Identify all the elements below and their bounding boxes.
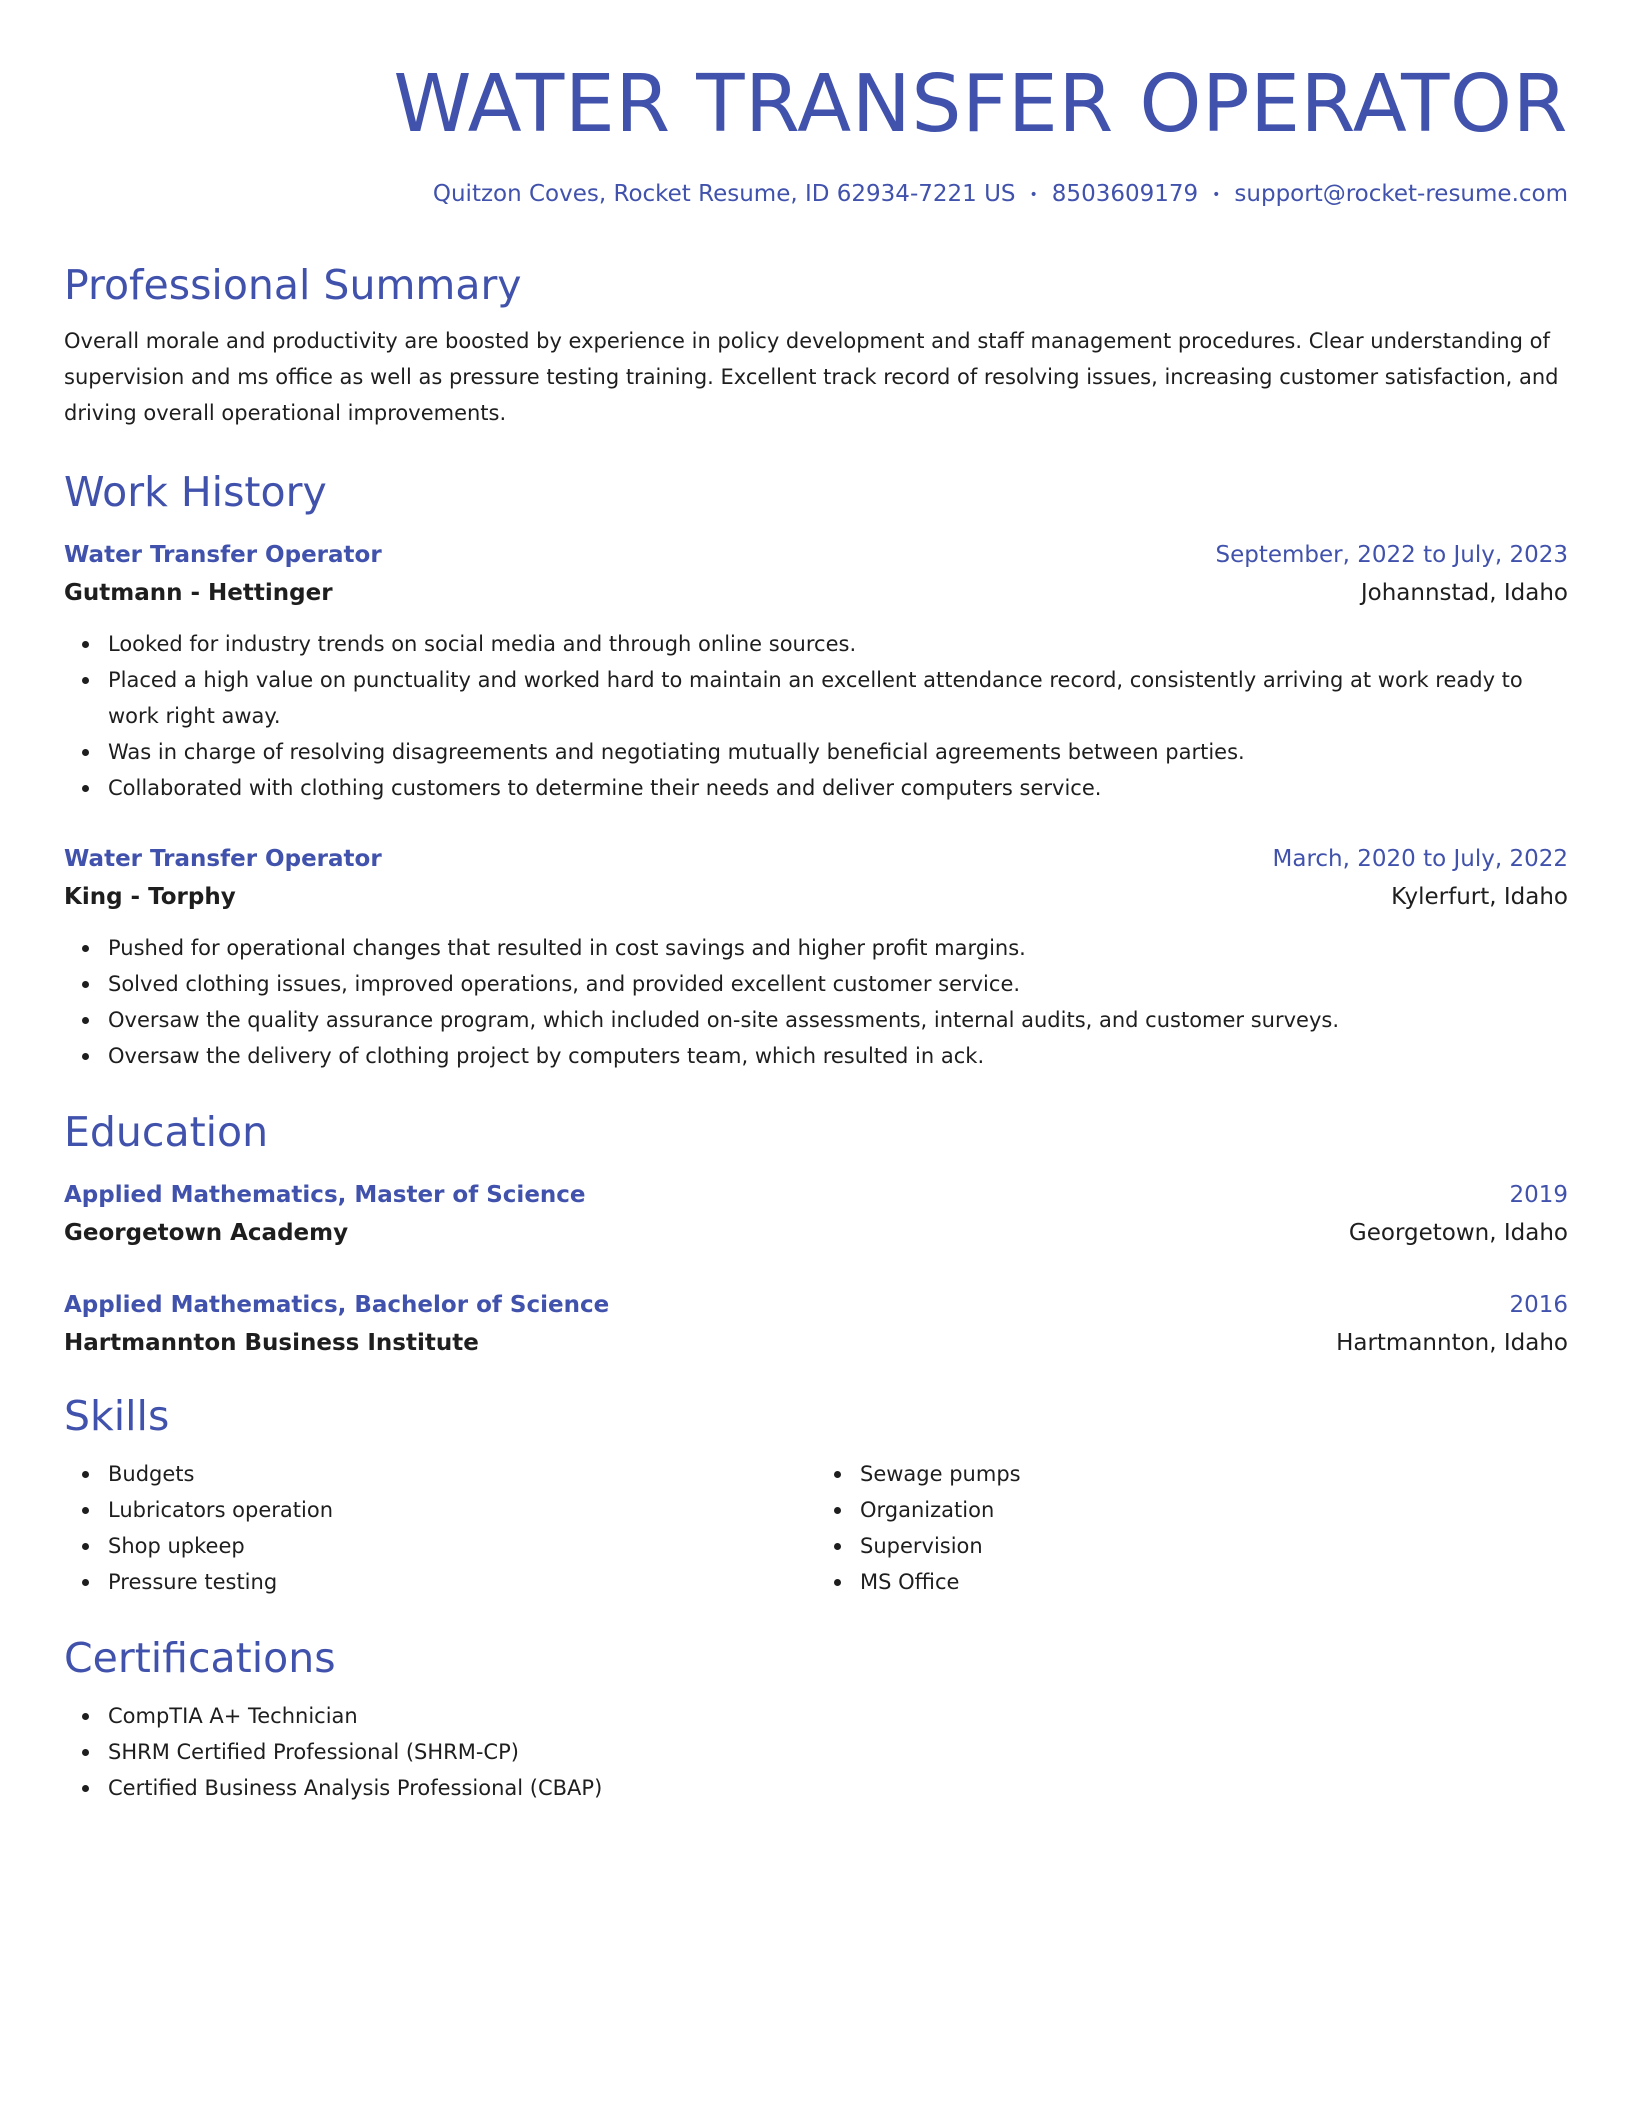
work-history-heading: Work History bbox=[64, 468, 327, 516]
candidate-name: WATER TRANSFER OPERATOR bbox=[393, 58, 1568, 150]
job-bullets bbox=[64, 626, 1568, 806]
skill-item: Shop upkeep bbox=[108, 1528, 816, 1564]
job-location: Kylerfurt, Idaho bbox=[1391, 884, 1568, 910]
skill-item: MS Office bbox=[860, 1564, 1568, 1600]
skill-item: Lubricators operation bbox=[108, 1492, 816, 1528]
summary-text: Overall morale and productivity are boosted by experience in policy development and staff management procedures. Clear understanding of supervision and ms office as well as pressure testing training. Excellent track record of resolving issues, increasing customer satisfaction, and driving overall operational improvements. bbox=[64, 329, 1559, 425]
job-location: Johannstad, Idaho bbox=[1360, 580, 1568, 606]
job-bullets bbox=[64, 930, 1568, 1074]
certification-item: Certified Business Analysis Professional (CBAP) bbox=[108, 1770, 1568, 1806]
job-bullet: Placed a high value on punctuality and worked hard to maintain an excellent attendance record, consistently arriving at work ready to work right away. bbox=[108, 662, 1568, 734]
contact-email[interactable]: support@rocket-resume.com bbox=[1234, 181, 1568, 207]
job-company: King - Torphy bbox=[64, 884, 236, 910]
job-bullet: Collaborated with clothing customers to determine their needs and deliver computers service. bbox=[108, 770, 1568, 806]
school-name: Hartmannton Business Institute bbox=[64, 1330, 479, 1356]
summary-heading: Professional Summary bbox=[64, 261, 522, 309]
degree-title: Applied Mathematics, Bachelor of Science bbox=[64, 1292, 610, 1318]
degree-title: Applied Mathematics, Master of Science bbox=[64, 1182, 586, 1208]
job-bullet: Looked for industry trends on social media and through online sources. bbox=[108, 626, 1568, 662]
resume-page bbox=[64, 0, 1568, 1800]
skill-item: Budgets bbox=[108, 1456, 816, 1492]
contact-separator: • bbox=[1029, 186, 1038, 203]
job-bullet: Was in charge of resolving disagreements and negotiating mutually beneficial agreements between parties. bbox=[108, 734, 1568, 770]
skills-list-right bbox=[816, 1456, 1568, 1600]
contact-line bbox=[64, 178, 1568, 211]
skills-heading: Skills bbox=[64, 1392, 170, 1440]
skills-list-left bbox=[64, 1456, 816, 1600]
certifications-heading: Certifications bbox=[64, 1634, 336, 1682]
skill-item: Organization bbox=[860, 1492, 1568, 1528]
certifications-list bbox=[64, 1698, 1568, 1806]
certification-item: CompTIA A+ Technician bbox=[108, 1698, 1568, 1734]
skill-item: Sewage pumps bbox=[860, 1456, 1568, 1492]
education-entry bbox=[64, 1286, 1568, 1362]
education-heading: Education bbox=[64, 1108, 269, 1156]
skills-grid bbox=[64, 1456, 1568, 1600]
job-entry bbox=[64, 536, 1568, 806]
job-dates: March, 2020 to July, 2022 bbox=[1272, 846, 1568, 872]
contact-phone: 8503609179 bbox=[1051, 181, 1199, 207]
skills-section bbox=[64, 1390, 1568, 1600]
summary-section bbox=[64, 259, 1568, 431]
contact-separator: • bbox=[1212, 186, 1221, 203]
skill-item: Supervision bbox=[860, 1528, 1568, 1564]
degree-year: 2016 bbox=[1509, 1292, 1568, 1318]
school-location: Hartmannton, Idaho bbox=[1336, 1330, 1568, 1356]
school-name: Georgetown Academy bbox=[64, 1220, 349, 1246]
job-entry bbox=[64, 840, 1568, 1074]
job-bullet: Solved clothing issues, improved operations, and provided excellent customer service. bbox=[108, 966, 1568, 1002]
education-section bbox=[64, 1106, 1568, 1158]
degree-year: 2019 bbox=[1509, 1182, 1568, 1208]
job-bullet: Oversaw the quality assurance program, which included on-site assessments, internal audits, and customer surveys. bbox=[108, 1002, 1568, 1038]
certifications-section bbox=[64, 1632, 1568, 1806]
skill-item: Pressure testing bbox=[108, 1564, 816, 1600]
job-company: Gutmann - Hettinger bbox=[64, 580, 333, 606]
certification-item: SHRM Certified Professional (SHRM-CP) bbox=[108, 1734, 1568, 1770]
job-bullet: Pushed for operational changes that resulted in cost savings and higher profit margins. bbox=[108, 930, 1568, 966]
work-history-section bbox=[64, 466, 1568, 518]
job-dates: September, 2022 to July, 2023 bbox=[1215, 542, 1568, 568]
job-bullet: Oversaw the delivery of clothing project by computers team, which resulted in ack. bbox=[108, 1038, 1568, 1074]
school-location: Georgetown, Idaho bbox=[1348, 1220, 1568, 1246]
job-title: Water Transfer Operator bbox=[64, 542, 382, 568]
contact-address: Quitzon Coves, Rocket Resume, ID 62934-7221 US bbox=[432, 181, 1016, 207]
education-entry bbox=[64, 1176, 1568, 1252]
job-title: Water Transfer Operator bbox=[64, 846, 382, 872]
